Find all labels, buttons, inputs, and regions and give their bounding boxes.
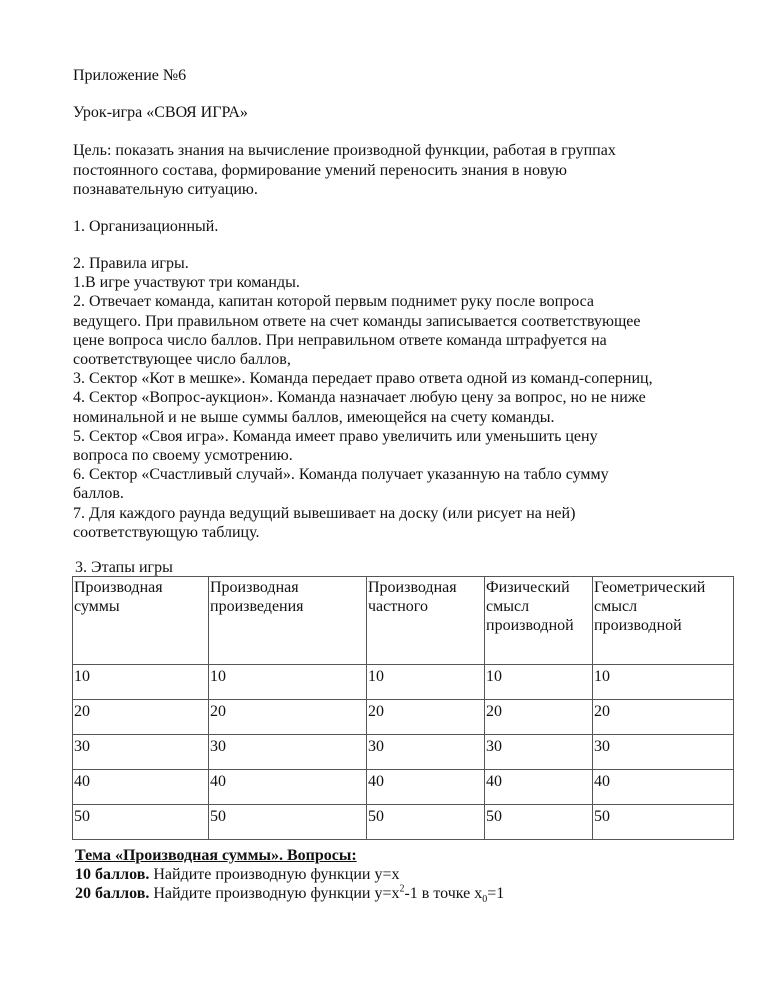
rule-line: вопроса по своему усмотрению. bbox=[73, 447, 293, 465]
table-cell: 50 bbox=[73, 805, 209, 840]
game-stages-table bbox=[72, 576, 734, 840]
table-cell: 50 bbox=[209, 805, 367, 840]
table-cell: 30 bbox=[367, 735, 485, 770]
table-cell: 20 bbox=[593, 700, 734, 735]
question-10 bbox=[75, 865, 399, 884]
header-cell-quotient: Производная частного bbox=[367, 577, 485, 665]
table-cell: 50 bbox=[593, 805, 734, 840]
rule-line: баллов. bbox=[73, 485, 124, 503]
table-cell: 20 bbox=[485, 700, 593, 735]
table-header-row bbox=[73, 577, 734, 665]
table-cell: 40 bbox=[485, 770, 593, 805]
rule-line: 6. Сектор «Счастливый случай». Команда получает указанную на табло сумму bbox=[73, 466, 609, 484]
rule-line: 5. Сектор «Своя игра». Команда имеет право увеличить или уменьшить цену bbox=[73, 427, 598, 445]
goal-line: познавательную ситуацию. bbox=[73, 181, 258, 198]
header-cell-physical: Физический смысл производной bbox=[485, 577, 593, 665]
table-cell: 10 bbox=[73, 665, 209, 700]
header-cell-geometric: Геометрический смысл производной bbox=[593, 577, 734, 665]
table-cell: 20 bbox=[73, 700, 209, 735]
rule-line: 7. Для каждого раунда ведущий вывешивает на доску (или рисует на ней) bbox=[73, 504, 576, 522]
rule-line: 4. Сектор «Вопрос-аукцион». Команда назначает любую цену за вопрос, но не ниже bbox=[73, 389, 646, 407]
table-cell: 50 bbox=[367, 805, 485, 840]
rule-line: соответствующее число баллов, bbox=[73, 351, 291, 369]
table-cell: 40 bbox=[593, 770, 734, 805]
section-organizational: 1. Организационный. bbox=[73, 218, 219, 235]
table-row bbox=[73, 770, 734, 805]
table-row bbox=[73, 735, 734, 770]
appendix-number: Приложение №6 bbox=[73, 67, 187, 84]
rule-line: цене вопроса число баллов. При неправильном ответе команда штрафуется на bbox=[73, 331, 607, 349]
question-text: Найдите производную функции y=x bbox=[153, 866, 400, 883]
lesson-title: Урок-игра «СВОЯ ИГРА» bbox=[73, 104, 248, 121]
question-points: 10 баллов. bbox=[75, 866, 150, 883]
table-cell: 30 bbox=[593, 735, 734, 770]
question-points: 20 баллов. bbox=[75, 885, 150, 902]
rules-title: 2. Правила игры. bbox=[73, 255, 189, 272]
table-row bbox=[73, 700, 734, 735]
topic-heading: Тема «Производная суммы». Вопросы: bbox=[75, 847, 357, 864]
table-cell: 10 bbox=[593, 665, 734, 700]
rules-section bbox=[73, 254, 713, 542]
table-cell: 40 bbox=[367, 770, 485, 805]
rule-line: 1.В игре участвуют три команды. bbox=[73, 274, 300, 292]
rule-line: соответствующую таблицу. bbox=[73, 523, 260, 541]
table-cell: 50 bbox=[485, 805, 593, 840]
goal-paragraph bbox=[73, 141, 713, 200]
header-cell-product: Производная произведения bbox=[209, 577, 367, 665]
question-20 bbox=[75, 883, 505, 906]
table-cell: 10 bbox=[485, 665, 593, 700]
goal-line: Цель: показать знания на вычисление производной функции, работая в группах bbox=[73, 142, 616, 159]
header-cell-sum: Производная суммы bbox=[73, 577, 209, 665]
table-cell: 20 bbox=[209, 700, 367, 735]
table-cell: 40 bbox=[73, 770, 209, 805]
rule-line: ведущего. При правильном ответе на счет команды записывается соответствующее bbox=[73, 312, 641, 330]
stages-title: 3. Этапы игры bbox=[75, 559, 173, 576]
table-row bbox=[73, 665, 734, 700]
rule-line: 2. Отвечает команда, капитан которой первым поднимет руку после вопроса bbox=[73, 293, 594, 311]
table-cell: 10 bbox=[209, 665, 367, 700]
table-cell: 40 bbox=[209, 770, 367, 805]
table-row bbox=[73, 805, 734, 840]
table-cell: 30 bbox=[73, 735, 209, 770]
question-text: Найдите производную функции $y=x^2-1$ в точке $x_0=1$ bbox=[153, 883, 505, 906]
rule-line: 3. Сектор «Кот в мешке». Команда передает право ответа одной из команд-соперниц, bbox=[73, 370, 653, 388]
table-cell: 30 bbox=[209, 735, 367, 770]
goal-line: постоянного состава, формирование умений переносить знания в новую bbox=[73, 161, 567, 179]
table-cell: 20 bbox=[367, 700, 485, 735]
table-cell: 10 bbox=[367, 665, 485, 700]
rule-line: номинальной и не выше суммы баллов, имеющейся на счету команды. bbox=[73, 408, 555, 426]
table-cell: 30 bbox=[485, 735, 593, 770]
